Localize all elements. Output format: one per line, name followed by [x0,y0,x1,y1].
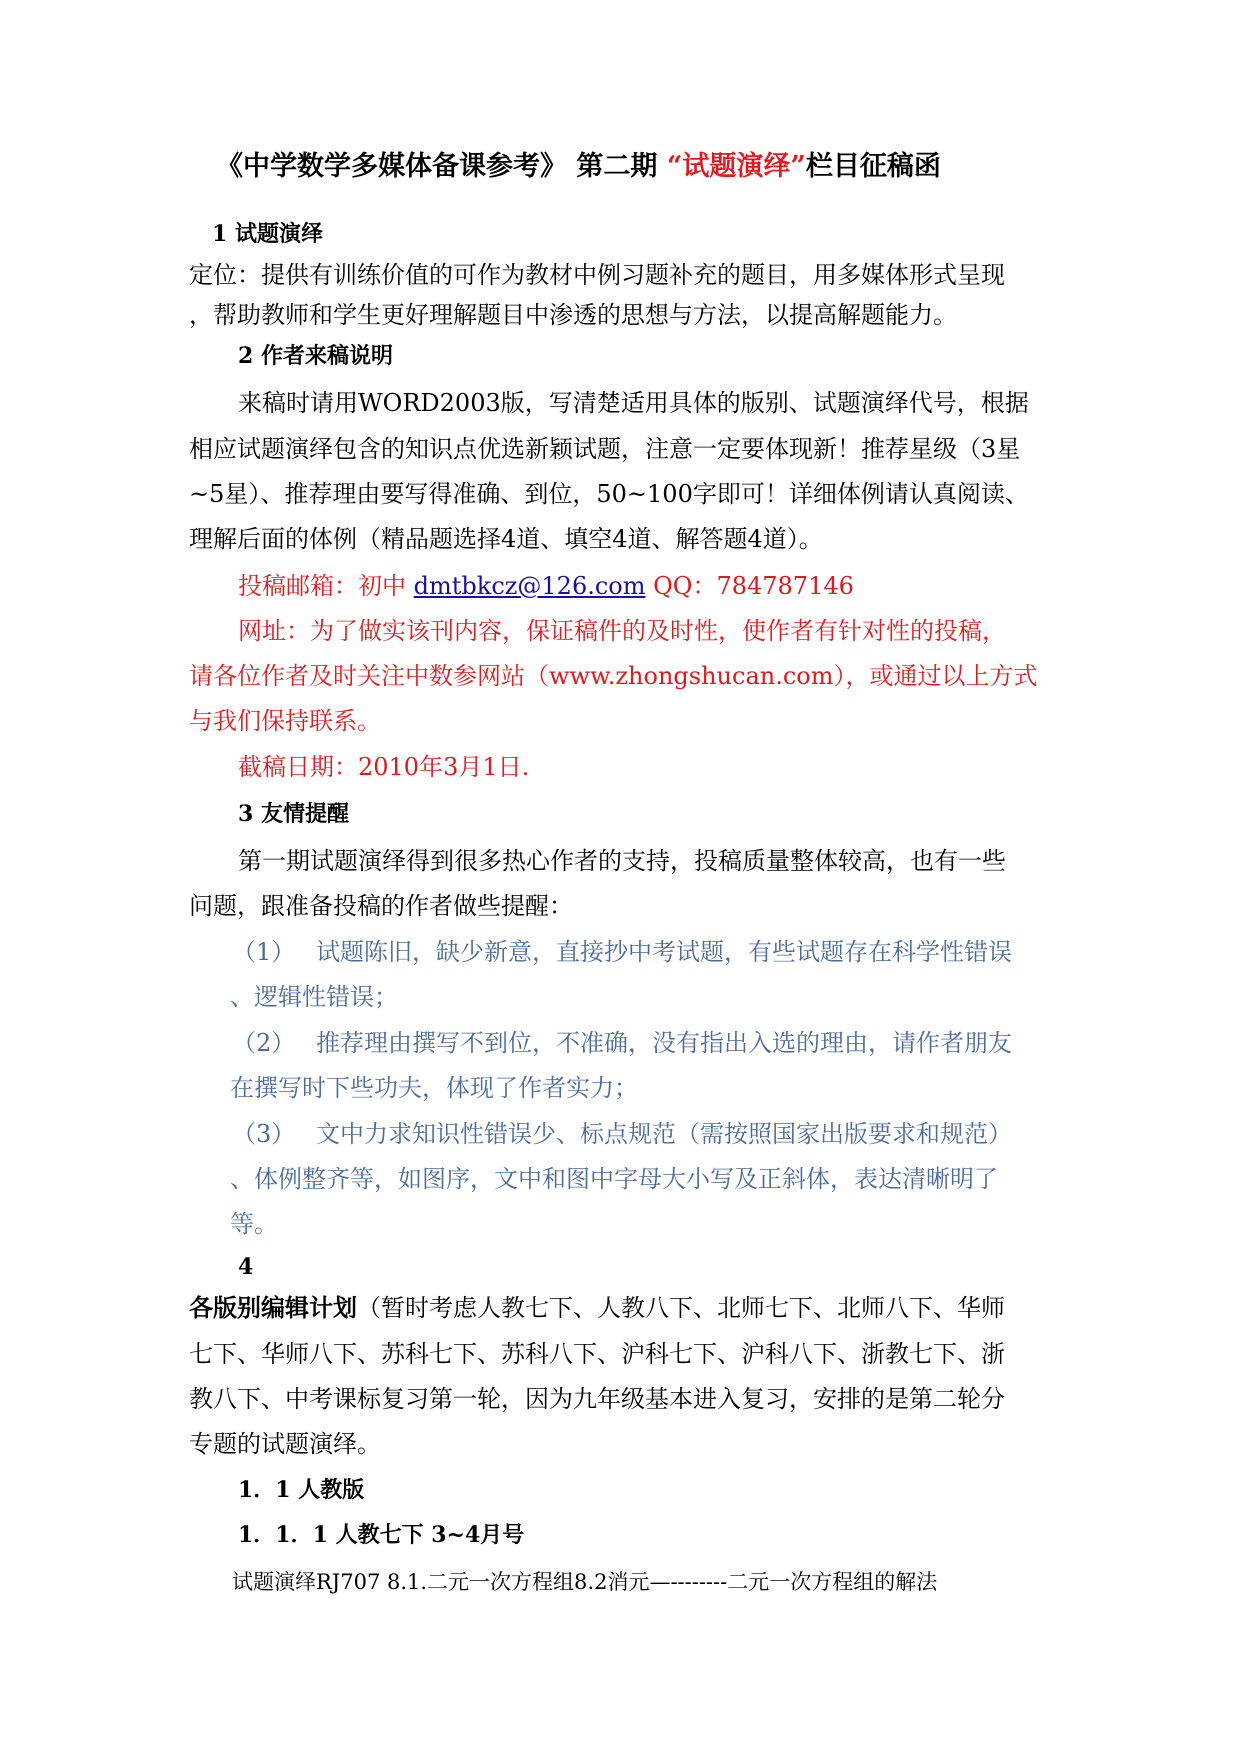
title-part2: 栏目征稿函 [805,151,941,182]
section3-intro-2: 问题，跟准备投稿的作者做些提醒： [189,892,573,920]
reminder-2-number: （2） [232,1029,296,1057]
section1-heading: 1 试题演绎 [212,221,323,247]
reminder-2-line-1: 推荐理由撰写不到位，不准确，没有指出入选的理由，请作者朋友 [316,1029,1012,1057]
reminder-3-line-2: 、体例整齐等，如图序，文中和图中字母大小写及正斜体，表达清晰明了 [230,1165,998,1193]
email-label: 投稿邮箱：初中 [238,572,414,600]
reminder-3-line-3: 等。 [230,1210,278,1238]
exercise-line: 试题演绎RJ707 8.1.二元一次方程组8.2消元—--------二元一次方程组的解法 [232,1570,938,1594]
section1-line-2: ，帮助教师和学生更好理解题目中渗透的思想与方法，以提高解题能力。 [189,301,957,329]
section3-intro-1: 第一期试题演绎得到很多热心作者的支持，投稿质量整体较高，也有一些 [238,847,1006,875]
section4-line-1-rest: （暂时考虑人教七下、人教八下、北师七下、北师八下、华师 [357,1294,1005,1322]
section4-line-4: 专题的试题演绎。 [189,1430,381,1458]
submission-contact [238,571,854,601]
reminder-1-line-1: 试题陈旧，缺少新意，直接抄中考试题，有些试题存在科学性错误 [316,938,1012,966]
page-title [216,150,941,184]
title-highlight: “试题演绎” [666,151,806,182]
reminder-1-number: （1） [232,938,296,966]
deadline: 截稿日期：2010年3月1日. [238,753,530,781]
reminder-3-line-1: 文中力求知识性错误少、标点规范（需按照国家出版要求和规范） [316,1120,1012,1148]
section2-line-2: 相应试题演绎包含的知识点优选新颖试题，注意一定要体现新！推荐星级（3星 [189,435,1021,463]
section2-line-3: ~5星）、推荐理由要写得准确、到位，50~100字即可！详细体例请认真阅读、 [189,480,1029,508]
section2-line-4: 理解后面的体例（精品题选择4道、填空4道、解答题4道）。 [189,525,823,553]
website-line-2: 请各位作者及时关注中数参网站（www.zhongshucan.com），或通过以上方式 [189,662,1038,690]
reminder-3-number: （3） [232,1120,296,1148]
section1-line-1: 定位：提供有训练价值的可作为教材中例习题补充的题目，用多媒体形式呈现 [189,261,1005,289]
section4-line-2: 七下、华师八下、苏科七下、苏科八下、沪科七下、沪科八下、浙教七下、浙 [189,1340,1005,1368]
subheading-1-1: 1．1 人教版 [238,1477,365,1503]
email-link[interactable]: dmtbkcz@126.com [413,572,646,600]
qq-number: QQ：784787146 [645,572,854,600]
reminder-2-line-2: 在撰写时下些功夫，体现了作者实力； [230,1074,638,1102]
section2-heading: 2 作者来稿说明 [238,343,393,369]
subheading-1-1-1: 1．1．1 人教七下 3~4月号 [238,1522,525,1548]
section4-bold-lead: 各版别编辑计划 [189,1293,357,1322]
reminder-1-line-2: 、逻辑性错误； [230,983,398,1011]
section3-heading: 3 友情提醒 [238,801,349,827]
section2-line-1: 来稿时请用WORD2003版，写清楚适用具体的版别、试题演绎代号，根据 [238,389,1029,417]
website-line-1: 网址：为了做实该刊内容，保证稿件的及时性，使作者有针对性的投稿， [238,617,1006,645]
title-part1: 《中学数学多媒体备课参考》 第二期 [216,151,667,182]
website-line-3: 与我们保持联系。 [189,707,381,735]
section4-line-3: 教八下、中考课标复习第一轮，因为九年级基本进入复习，安排的是第二轮分 [189,1385,1005,1413]
section4-number: 4 [238,1254,254,1280]
section4-line-1 [189,1293,1005,1323]
